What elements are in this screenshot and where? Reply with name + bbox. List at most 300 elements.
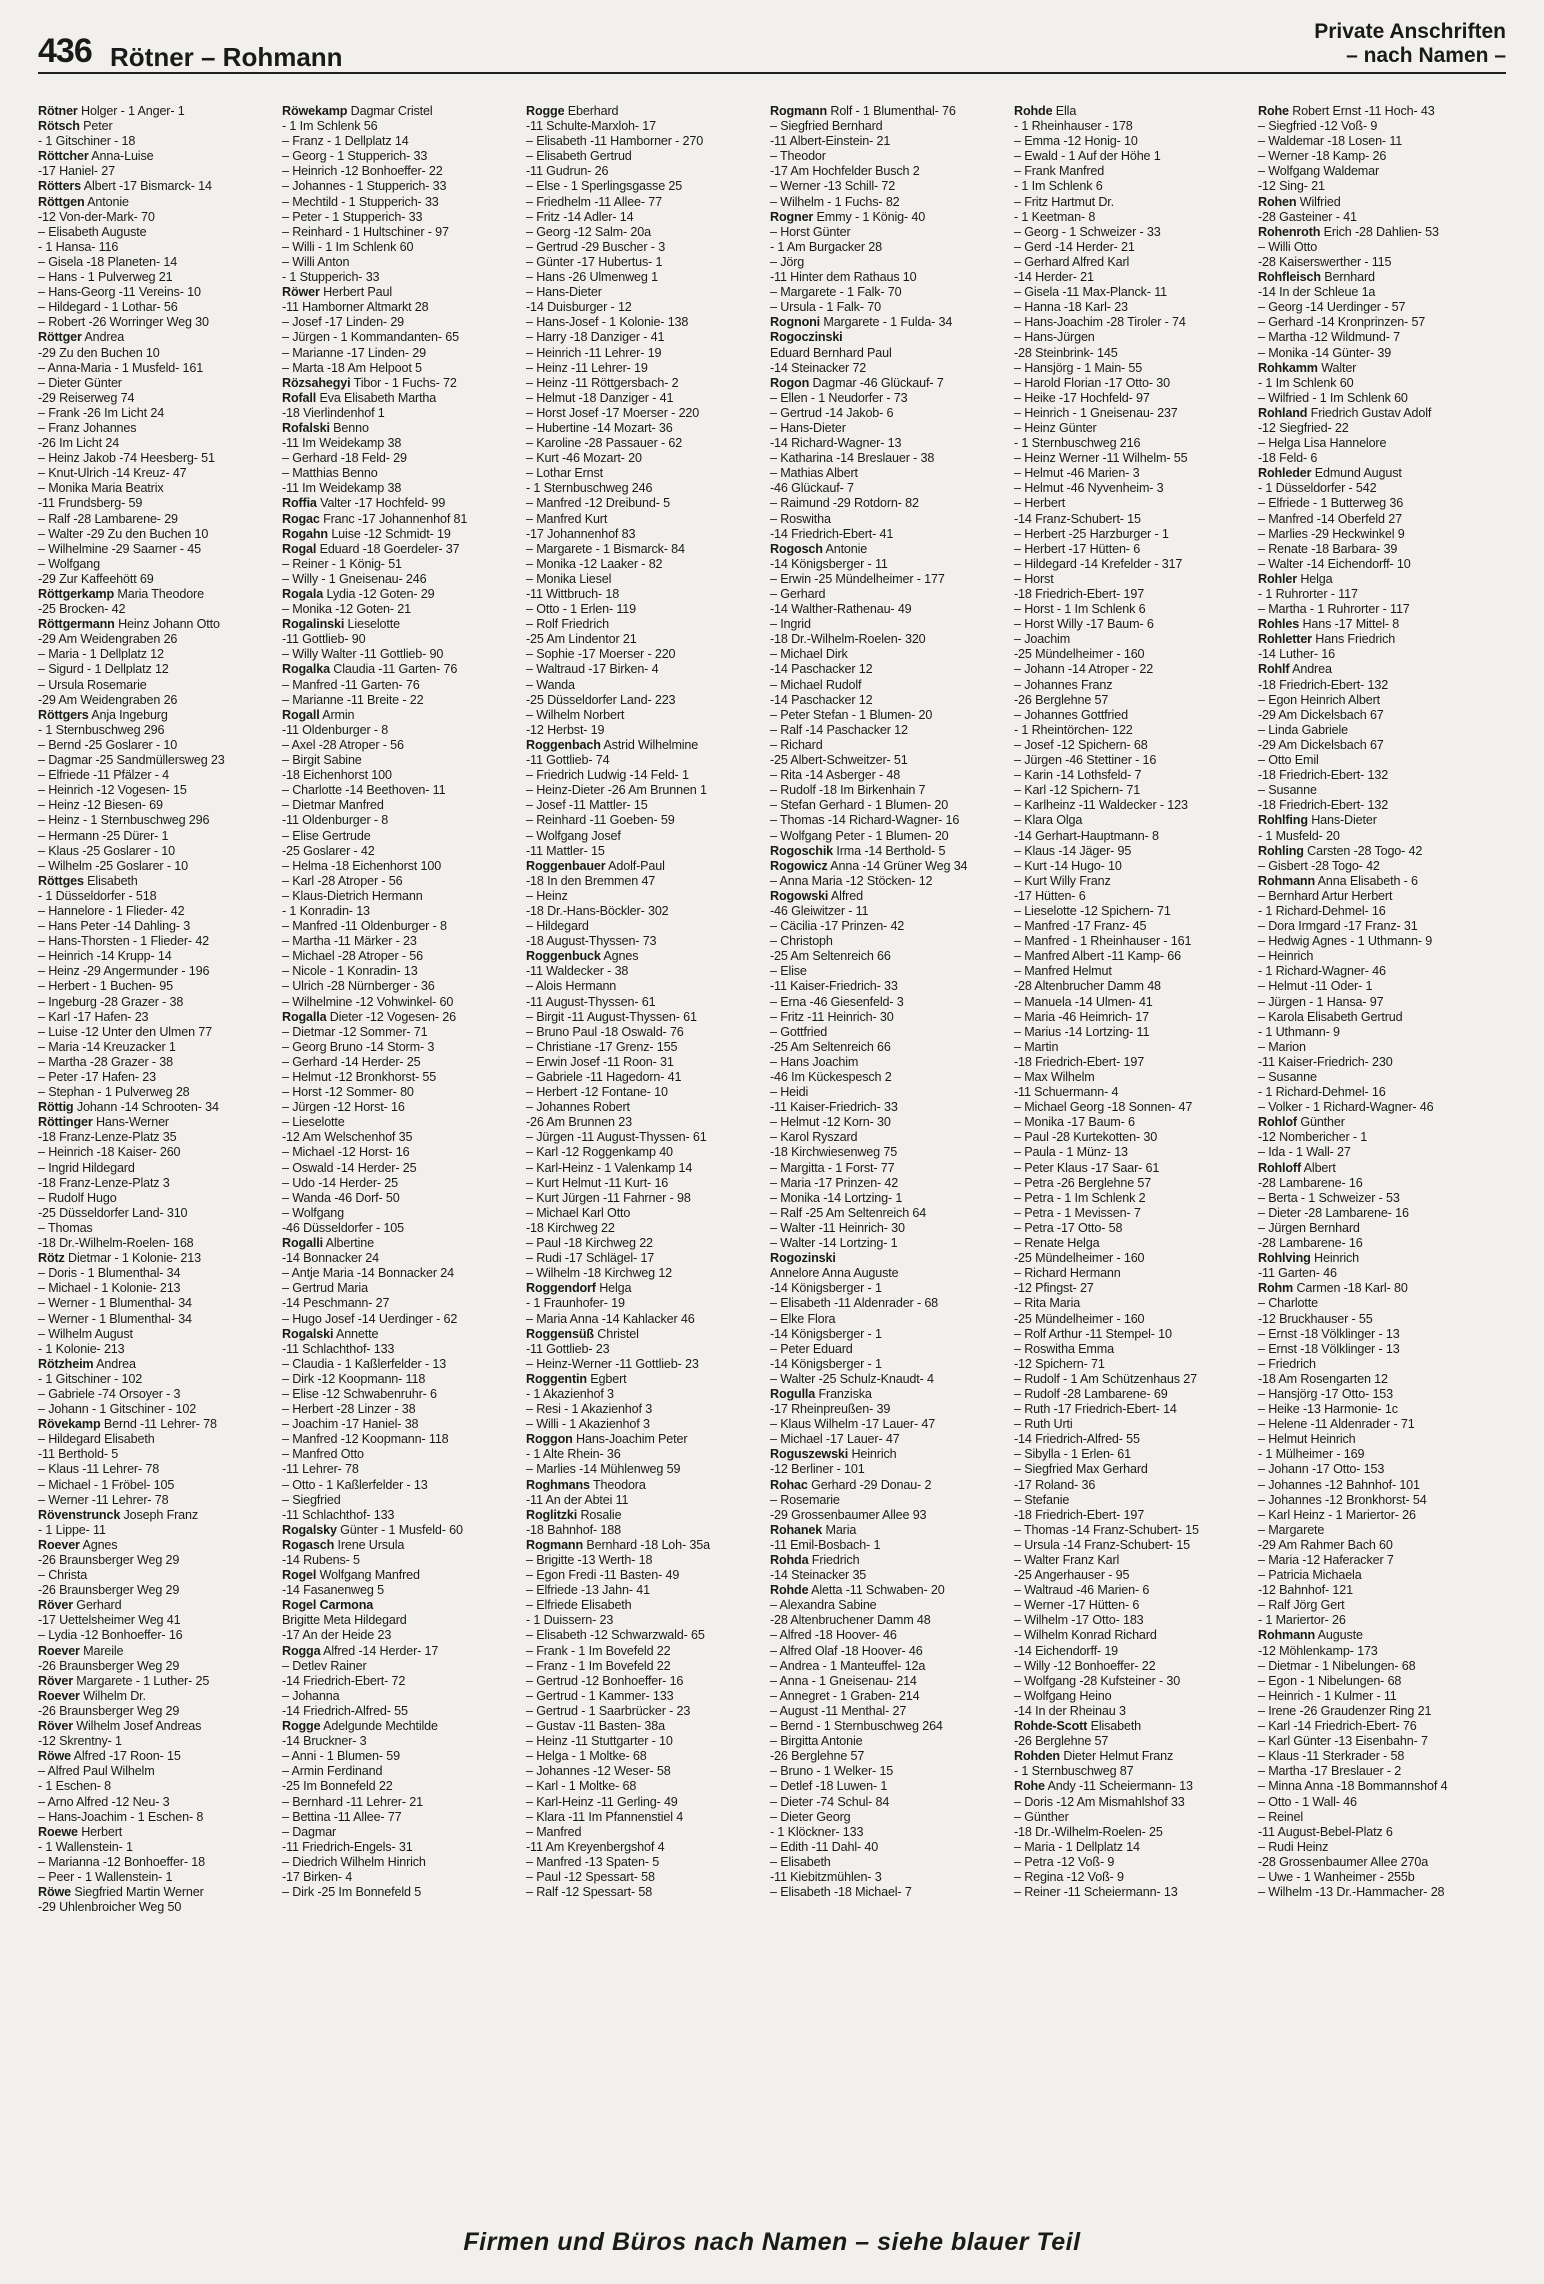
entry-text: – Luise -12 Unter den Ulmen 77	[38, 1024, 213, 1039]
entry-text: -11 Albert-Einstein- 21	[770, 134, 891, 149]
surname: Rogge	[282, 1719, 321, 1734]
entry-text: – Wilhelmine -12 Vohwinkel- 60	[282, 994, 454, 1009]
entry-text: – Antje Maria -14 Bonnacker 24	[282, 1266, 454, 1281]
directory-entry	[282, 1508, 526, 1523]
directory-entry	[770, 330, 1014, 345]
directory-entry	[526, 1266, 770, 1281]
entry-text: – Heinrich - 1 Kulmer - 11	[1258, 1688, 1397, 1703]
directory-entry	[526, 421, 770, 436]
entry-text: – Anna-Maria - 1 Musfeld- 161	[38, 360, 204, 375]
directory-entry	[38, 1583, 282, 1598]
entry-text: Agnes	[600, 949, 639, 964]
entry-text: – Peter Stefan - 1 Blumen- 20	[770, 707, 933, 722]
directory-entry	[526, 1372, 770, 1387]
entry-text: -29 Reiserweg 74	[38, 390, 135, 405]
entry-text: – Annegret - 1 Graben- 214	[770, 1688, 920, 1703]
entry-text: – Lieselotte	[282, 1115, 345, 1130]
directory-entry	[526, 1628, 770, 1643]
entry-text: – Helga Lisa Hannelore	[1258, 436, 1387, 451]
entry-text: – Elisabeth Gertrud	[526, 149, 632, 164]
entry-text: – Johann -17 Otto- 153	[1258, 1462, 1385, 1477]
directory-entry	[770, 1342, 1014, 1357]
directory-entry	[1258, 1221, 1502, 1236]
entry-text: – Alois Hermann	[526, 979, 617, 994]
directory-entry	[526, 1296, 770, 1311]
entry-text: – Karola Elisabeth Gertrud	[1258, 1009, 1403, 1024]
entry-text: Robert Ernst -11 Hoch- 43	[1288, 104, 1435, 118]
entry-text: -25 Im Bonnefeld 22	[282, 1779, 393, 1794]
entry-text: – Willi Anton	[282, 254, 350, 269]
directory-entry	[1014, 1372, 1258, 1387]
entry-text: -29 Zur Kaffeehött 69	[38, 571, 154, 586]
entry-text: -28 Kaiserswerther - 115	[1258, 254, 1392, 269]
directory-entry	[526, 617, 770, 632]
directory-entry	[282, 406, 526, 421]
directory-entry	[1258, 481, 1502, 496]
surname: Rohles	[1258, 617, 1300, 632]
directory-entry	[526, 1145, 770, 1160]
entry-text: – Michael Dirk	[770, 647, 848, 662]
directory-entry	[1014, 240, 1258, 255]
directory-entry	[770, 798, 1014, 813]
directory-entry	[770, 1462, 1014, 1477]
directory-entry	[1258, 1236, 1502, 1251]
entry-text: – Hans Peter -14 Dahling- 3	[38, 919, 191, 934]
surname: Rohde	[770, 1583, 809, 1598]
directory-entry	[1014, 527, 1258, 542]
directory-entry	[770, 1176, 1014, 1191]
directory-entry	[770, 1236, 1014, 1251]
entry-text: -14 Steinacker 72	[770, 360, 867, 375]
directory-entry	[282, 1779, 526, 1794]
directory-entry	[38, 285, 282, 300]
directory-entry	[770, 1478, 1014, 1493]
directory-entry	[282, 678, 526, 693]
entry-text: Wilhelm Josef Andreas	[72, 1719, 202, 1734]
entry-text: – Siegfried	[282, 1492, 341, 1507]
entry-text: - 1 Klöckner- 133	[770, 1824, 864, 1839]
directory-entry	[282, 1342, 526, 1357]
entry-text: – Frank - 1 Im Bovefeld 22	[526, 1643, 671, 1658]
directory-entry	[1014, 693, 1258, 708]
entry-text: – Elisabeth -11 Aldenrader - 68	[770, 1296, 939, 1311]
entry-text: – Maria -17 Prinzen- 42	[770, 1175, 899, 1190]
entry-text: – Cäcilia -17 Prinzen- 42	[770, 919, 905, 934]
directory-entry	[526, 451, 770, 466]
entry-text: – Ralf Jörg Gert	[1258, 1598, 1345, 1613]
directory-entry	[282, 512, 526, 527]
entry-text: – Hans-Joachim -28 Tiroler - 74	[1014, 315, 1186, 330]
surname: Rogmann	[770, 104, 828, 118]
entry-text: Alfred -17 Roon- 15	[71, 1749, 181, 1764]
entry-text: – Nicole - 1 Konradin- 13	[282, 964, 418, 979]
entry-text: -14 Peschmann- 27	[282, 1296, 390, 1311]
directory-entry	[1258, 1312, 1502, 1327]
entry-text: -26 Braunsberger Weg 29	[38, 1553, 180, 1567]
directory-entry	[770, 829, 1014, 844]
directory-entry	[1014, 225, 1258, 240]
entry-text: – Ruth -17 Friedrich-Ebert- 14	[1014, 1402, 1177, 1417]
entry-text: – Michael -12 Horst- 16	[282, 1145, 410, 1160]
entry-text: -28 Grossenbaumer Allee 270a	[1258, 1854, 1429, 1869]
directory-entry	[1258, 738, 1502, 753]
directory-entry	[1258, 255, 1502, 270]
directory-entry	[1258, 919, 1502, 934]
directory-entry	[38, 949, 282, 964]
directory-entry	[282, 859, 526, 874]
entry-text: – Karl Günter -13 Eisenbahn- 7	[1258, 1734, 1428, 1749]
entry-text: – Roswitha	[770, 511, 831, 526]
directory-entry	[38, 572, 282, 587]
entry-text: – Detlef -18 Luwen- 1	[770, 1779, 888, 1794]
entry-text: – Peter -17 Hafen- 23	[38, 1070, 156, 1084]
entry-text: -11 August-Thyssen- 61	[526, 994, 656, 1009]
directory-entry	[282, 1281, 526, 1296]
directory-entry	[282, 1161, 526, 1176]
directory-entry	[1014, 1281, 1258, 1296]
directory-entry	[38, 1568, 282, 1583]
directory-entry	[38, 1734, 282, 1749]
surname: Roggensüß	[526, 1326, 594, 1341]
entry-text: – Helmut -18 Danziger - 41	[526, 390, 674, 405]
directory-entry	[282, 104, 526, 119]
directory-entry	[770, 1674, 1014, 1689]
entry-text: – Jürgen - 1 Hansa- 97	[1258, 994, 1384, 1009]
directory-entry	[38, 768, 282, 783]
directory-entry	[1014, 466, 1258, 481]
directory-entry	[38, 723, 282, 738]
directory-entry	[1258, 1055, 1502, 1070]
entry-text: – Heinz -11 Stuttgarter - 10	[526, 1734, 673, 1749]
entry-text: – Otto - 1 Wall- 46	[1258, 1794, 1357, 1809]
entry-text: -11 Gottlieb- 74	[526, 753, 610, 768]
directory-entry	[526, 1447, 770, 1462]
entry-text: – Jörg	[770, 254, 805, 269]
entry-text: -28 Steinbrink- 145	[1014, 345, 1118, 360]
directory-entry	[526, 346, 770, 361]
directory-entry	[526, 844, 770, 859]
directory-entry	[1014, 844, 1258, 859]
directory-entry	[38, 330, 282, 345]
entry-text: – Maria - 1 Dellplatz 12	[38, 647, 164, 662]
directory-entry	[526, 225, 770, 240]
directory-entry	[526, 436, 770, 451]
entry-text: – Heike -17 Hochfeld- 97	[1014, 390, 1150, 405]
directory-entry	[38, 1779, 282, 1794]
directory-entry	[1014, 481, 1258, 496]
entry-text: – Johannes -12 Bronkhorst- 54	[1258, 1492, 1427, 1507]
directory-entry	[770, 979, 1014, 994]
entry-text: – Kurt Willy Franz	[1014, 873, 1111, 888]
directory-entry	[282, 1387, 526, 1402]
directory-entry	[1258, 346, 1502, 361]
entry-text: – Elisabeth Auguste	[38, 224, 147, 239]
directory-entry	[282, 1628, 526, 1643]
entry-text: – Bernhard -11 Lehrer- 21	[282, 1794, 423, 1809]
surname: Rohlfing	[1258, 813, 1308, 828]
entry-text: -25 Am Seltenreich 66	[770, 949, 891, 964]
directory-entry	[282, 1100, 526, 1115]
directory-entry	[38, 1674, 282, 1689]
directory-entry	[526, 512, 770, 527]
directory-entry	[282, 1145, 526, 1160]
directory-entry	[38, 542, 282, 557]
directory-entry	[526, 1402, 770, 1417]
directory-entry	[770, 1206, 1014, 1221]
entry-text: - 1 Eschen- 8	[38, 1779, 111, 1794]
entry-text: – Martha -11 Märker - 23	[282, 934, 417, 949]
directory-entry	[770, 1613, 1014, 1628]
entry-text: – Heinz -11 Röttgersbach- 2	[526, 375, 679, 390]
entry-text: – Hans-Georg -11 Vereins- 10	[38, 285, 201, 300]
directory-entry	[282, 1598, 526, 1613]
directory-entry	[1258, 1447, 1502, 1462]
entry-text: -28 Lambarene- 16	[1258, 1236, 1363, 1251]
entry-text: Joseph Franz	[120, 1507, 199, 1522]
entry-text: -18 Dr.-Wilhelm-Roelen- 25	[1014, 1824, 1163, 1839]
directory-entry	[38, 1085, 282, 1100]
surname: Roguszewski	[770, 1447, 849, 1462]
entry-text: -11 Mattler- 15	[526, 843, 605, 858]
directory-entry	[770, 874, 1014, 889]
entry-text: Albert	[1301, 1160, 1336, 1175]
surname: Rofall	[282, 390, 317, 405]
directory-entry	[770, 1161, 1014, 1176]
entry-text: Bernd -11 Lehrer- 78	[100, 1417, 217, 1432]
entry-text: – Siegfried Bernhard	[770, 119, 883, 134]
directory-entry	[1014, 753, 1258, 768]
entry-text: -12 Spichern- 71	[1014, 1356, 1105, 1371]
directory-entry	[282, 1085, 526, 1100]
directory-entry	[770, 210, 1014, 225]
entry-text: – Ralf -28 Lambarene- 29	[38, 511, 178, 526]
entry-text: – Fritz -11 Heinrich- 30	[770, 1009, 894, 1024]
entry-text: – Hans-Dieter	[770, 420, 846, 435]
entry-text: – Manfred -11 Garten- 76	[282, 677, 420, 692]
directory-entry	[526, 1810, 770, 1825]
directory-entry	[1258, 995, 1502, 1010]
entry-text: – Martha -28 Grazer - 38	[38, 1054, 173, 1069]
entry-text: – Erna -46 Giesenfeld- 3	[770, 994, 904, 1009]
directory-entry	[770, 557, 1014, 572]
entry-text: – Bernhard Artur Herbert	[1258, 888, 1393, 903]
entry-text: – Reinel	[1258, 1809, 1304, 1824]
directory-entry	[282, 1191, 526, 1206]
directory-entry	[770, 1628, 1014, 1643]
entry-text: Herbert	[77, 1824, 123, 1839]
directory-entry	[1014, 1779, 1258, 1794]
entry-text: - 1 Gitschiner - 102	[38, 1371, 143, 1386]
entry-text: – Gisela -11 Max-Planck- 11	[1014, 285, 1167, 300]
entry-text: – Siegfried -12 Voß- 9	[1258, 119, 1378, 134]
directory-entry	[1258, 1115, 1502, 1130]
entry-text: – Wolfgang Josef	[526, 828, 621, 843]
directory-entry	[1258, 1100, 1502, 1115]
entry-text: – Monika -14 Lortzing- 1	[770, 1190, 903, 1205]
entry-text: – Klaus -11 Lehrer- 78	[38, 1462, 160, 1477]
directory-entry	[1258, 1191, 1502, 1206]
directory-entry	[526, 1221, 770, 1236]
entry-text: – Walter -14 Lortzing- 1	[770, 1236, 898, 1251]
surname: Rogalski	[282, 1326, 334, 1341]
directory-entry	[770, 255, 1014, 270]
directory-entry	[282, 1704, 526, 1719]
entry-text: -29 Am Dickelsbach 67	[1258, 737, 1384, 752]
directory-entry	[770, 738, 1014, 753]
directory-entry	[526, 1855, 770, 1870]
directory-entry	[1014, 164, 1258, 179]
directory-entry	[1258, 859, 1502, 874]
entry-text: – Wanda	[526, 677, 575, 692]
directory-entry	[770, 1704, 1014, 1719]
entry-text: – Linda Gabriele	[1258, 722, 1349, 737]
entry-text: -25 Mündelheimer - 160	[1014, 1311, 1145, 1326]
entry-text: – Reinhard -11 Goeben- 59	[526, 813, 675, 828]
entry-text: – Alexandra Sabine	[770, 1598, 877, 1613]
entry-text: -18 Dr.-Hans-Böckler- 302	[526, 903, 669, 918]
directory-entry	[38, 270, 282, 285]
directory-entry	[526, 1719, 770, 1734]
directory-entry	[38, 421, 282, 436]
entry-text: Tibor - 1 Fuchs- 72	[350, 375, 457, 390]
directory-entry	[282, 813, 526, 828]
directory-entry	[38, 813, 282, 828]
directory-entry	[282, 270, 526, 285]
directory-entry	[1258, 496, 1502, 511]
entry-text: -11 Im Weidekamp 38	[282, 436, 402, 451]
entry-text: Anja Ingeburg	[88, 707, 168, 722]
directory-entry	[1258, 1840, 1502, 1855]
entry-text: – Gertrud -14 Jakob- 6	[770, 405, 894, 420]
entry-text: Aletta -11 Schwaben- 20	[808, 1583, 945, 1598]
directory-entry	[770, 1372, 1014, 1387]
directory-entry	[770, 1568, 1014, 1583]
directory-entry	[1014, 1266, 1258, 1281]
directory-entry	[770, 1417, 1014, 1432]
entry-text: – Manfred -13 Spaten- 5	[526, 1854, 660, 1869]
entry-text: – Gabriele -74 Orsoyer - 3	[38, 1386, 181, 1401]
entry-text: -18 Feld- 6	[1258, 451, 1318, 466]
entry-text: – Gerhard Alfred Karl	[1014, 254, 1130, 269]
directory-entry	[1014, 768, 1258, 783]
entry-text: Rolf - 1 Blumenthal- 76	[827, 104, 956, 118]
entry-text: Dieter Helmut Franz	[1059, 1749, 1174, 1764]
directory-entry	[38, 1010, 282, 1025]
directory-entry	[38, 1176, 282, 1191]
entry-text: – Werner -18 Kamp- 26	[1258, 149, 1387, 164]
directory-entry	[526, 1342, 770, 1357]
directory-entry	[1014, 1568, 1258, 1583]
entry-text: – Heinrich -12 Vogesen- 15	[38, 783, 187, 798]
entry-text: Carsten -28 Togo- 42	[1303, 843, 1423, 858]
surname: Rogalka	[282, 662, 330, 677]
entry-text: -26 Braunsberger Weg 29	[38, 1658, 180, 1673]
entry-text: Mareile	[79, 1643, 124, 1658]
entry-text: – Ulrich -28 Nürnberger - 36	[282, 979, 435, 994]
entry-text: Eduard -18 Goerdeler- 37	[316, 541, 460, 556]
directory-entry	[770, 602, 1014, 617]
entry-text: – Klara -11 Im Pfannenstiel 4	[526, 1809, 684, 1824]
entry-text: -14 Franz-Schubert- 15	[1014, 511, 1141, 526]
directory-entry	[526, 195, 770, 210]
entry-text: – Gertrud -29 Buscher - 3	[526, 239, 666, 254]
entry-text: – Ellen - 1 Neudorfer - 73	[770, 390, 908, 405]
directory-entry	[38, 1810, 282, 1825]
directory-entry	[38, 1266, 282, 1281]
entry-text: -18 Friedrich-Ebert- 132	[1258, 798, 1389, 813]
surname: Rogall	[282, 707, 320, 722]
directory-entry	[770, 149, 1014, 164]
entry-text: – Reinhard - 1 Hultschiner - 97	[282, 224, 449, 239]
entry-text: – Berta - 1 Schweizer - 53	[1258, 1190, 1400, 1205]
directory-entry	[1014, 1191, 1258, 1206]
entry-text: – Petra -26 Berglehne 57	[1014, 1175, 1152, 1190]
directory-entry	[526, 496, 770, 511]
entry-text: – Susanne	[1258, 783, 1317, 798]
surname: Rohler	[1258, 571, 1297, 586]
directory-entry	[1258, 179, 1502, 194]
entry-text: – Klaus -14 Jäger- 95	[1014, 843, 1132, 858]
entry-text: Holger - 1 Anger- 1	[77, 104, 185, 118]
directory-entry	[526, 708, 770, 723]
directory-entry	[282, 1583, 526, 1598]
entry-text: -29 Am Rahmer Bach 60	[1258, 1537, 1393, 1552]
directory-entry	[282, 1795, 526, 1810]
directory-entry	[526, 1055, 770, 1070]
surname: Rogac	[282, 511, 320, 526]
entry-text: -25 Am Lindentor 21	[526, 632, 637, 647]
directory-entry	[526, 662, 770, 677]
surname: Rohletter	[1258, 632, 1312, 647]
directory-entry	[526, 1779, 770, 1794]
surname: Rohmann	[1258, 873, 1316, 888]
directory-entry	[282, 300, 526, 315]
directory-entry	[1014, 1070, 1258, 1085]
directory-entry	[1258, 1749, 1502, 1764]
directory-entry	[526, 829, 770, 844]
entry-text: Dagmar -46 Glückauf- 7	[809, 375, 944, 390]
entry-text: – Margarete - 1 Bismarck- 84	[526, 541, 685, 556]
entry-text: -14 Friedrich-Alfred- 55	[282, 1703, 408, 1718]
surname: Röver	[38, 1719, 73, 1734]
directory-entry	[38, 300, 282, 315]
entry-text: Edmund August	[1311, 466, 1402, 481]
directory-entry	[38, 1598, 282, 1613]
directory-entry	[1014, 1342, 1258, 1357]
entry-text: – Manfred Otto	[282, 1447, 364, 1462]
entry-text: Adolf-Paul	[605, 858, 665, 873]
entry-text: – Charlotte	[1258, 1296, 1318, 1311]
entry-text: Anna-Luise	[88, 149, 154, 164]
directory-entry	[770, 783, 1014, 798]
directory-entry	[770, 1870, 1014, 1885]
entry-text: Lieselotte	[344, 617, 400, 632]
entry-text: -25 Düsseldorfer Land- 310	[38, 1205, 188, 1220]
entry-text: – Thomas	[38, 1220, 93, 1235]
entry-text: -14 Gerhart-Hauptmann- 8	[1014, 828, 1159, 843]
entry-text: -12 Möhlenkamp- 173	[1258, 1643, 1378, 1658]
entry-text: -18 Franz-Lenze-Platz 35	[38, 1130, 177, 1145]
entry-text: -11 Gudrun- 26	[526, 164, 609, 179]
directory-entry	[526, 1523, 770, 1538]
entry-text: - 1 Im Schlenk 56	[282, 119, 378, 134]
directory-entry	[38, 1447, 282, 1462]
directory-entry	[1014, 678, 1258, 693]
entry-text: – Gabriele -11 Hagedorn- 41	[526, 1070, 682, 1084]
entry-text: – Rudolf Hugo	[38, 1190, 117, 1205]
directory-entry	[770, 1689, 1014, 1704]
entry-text: -14 Eichendorff- 19	[1014, 1643, 1119, 1658]
